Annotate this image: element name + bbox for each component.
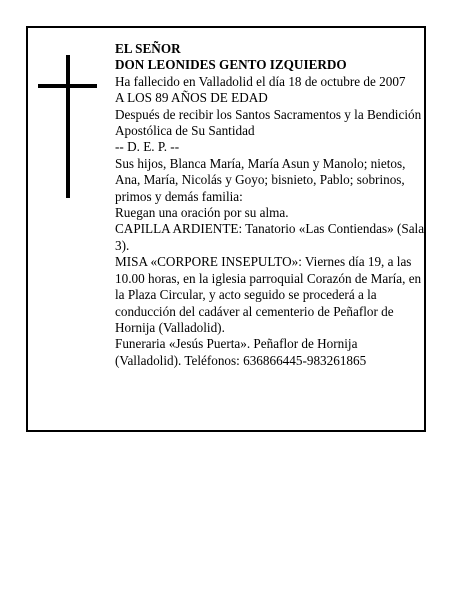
age-line: A LOS 89 AÑOS DE EDAD: [115, 90, 268, 106]
obituary-text: [115, 41, 427, 369]
funeral-home-info: Funeraria «Jesús Puerta». Peñaflor de Hornija (Valladolid). Teléfonos: 636866445-983261865: [115, 336, 367, 368]
obituary-notice: [26, 26, 426, 432]
notice-title: EL SEÑOR: [115, 41, 181, 56]
chapel-info: CAPILLA ARDIENTE: Tanatorio «Las Contiendas» (Sala 3).: [115, 221, 425, 253]
family-text: Sus hijos, Blanca María, María Asun y Manolo; nietos, Ana, María, Nicolás y Goyo; bisnieto, Pablo; sobrinos, primos y demás familia:: [115, 155, 406, 204]
rip-text: -- D. E. P. --: [115, 139, 180, 155]
death-announcement: Ha fallecido en Valladolid el día 18 de octubre de 2007: [115, 73, 406, 89]
mass-info: MISA «CORPORE INSEPULTO»: Viernes día 19, a las 10.00 horas, en la iglesia parroquial Corazón de María, en la Plaza Circular, y acto seguido se procederá a la conducción del cadáver al cementerio de Peñaflor de Hornija (Valladolid).: [115, 254, 422, 335]
cross-icon-bar: [38, 84, 97, 88]
deceased-name: DON LEONIDES GENTO IZQUIERDO: [115, 57, 347, 73]
prayer-request: Ruegan una oración por su alma.: [115, 205, 289, 221]
cross-icon: [66, 55, 70, 198]
sacraments-text: Después de recibir los Santos Sacramentos y la Bendición Apostólica de Su Santidad: [115, 106, 422, 139]
